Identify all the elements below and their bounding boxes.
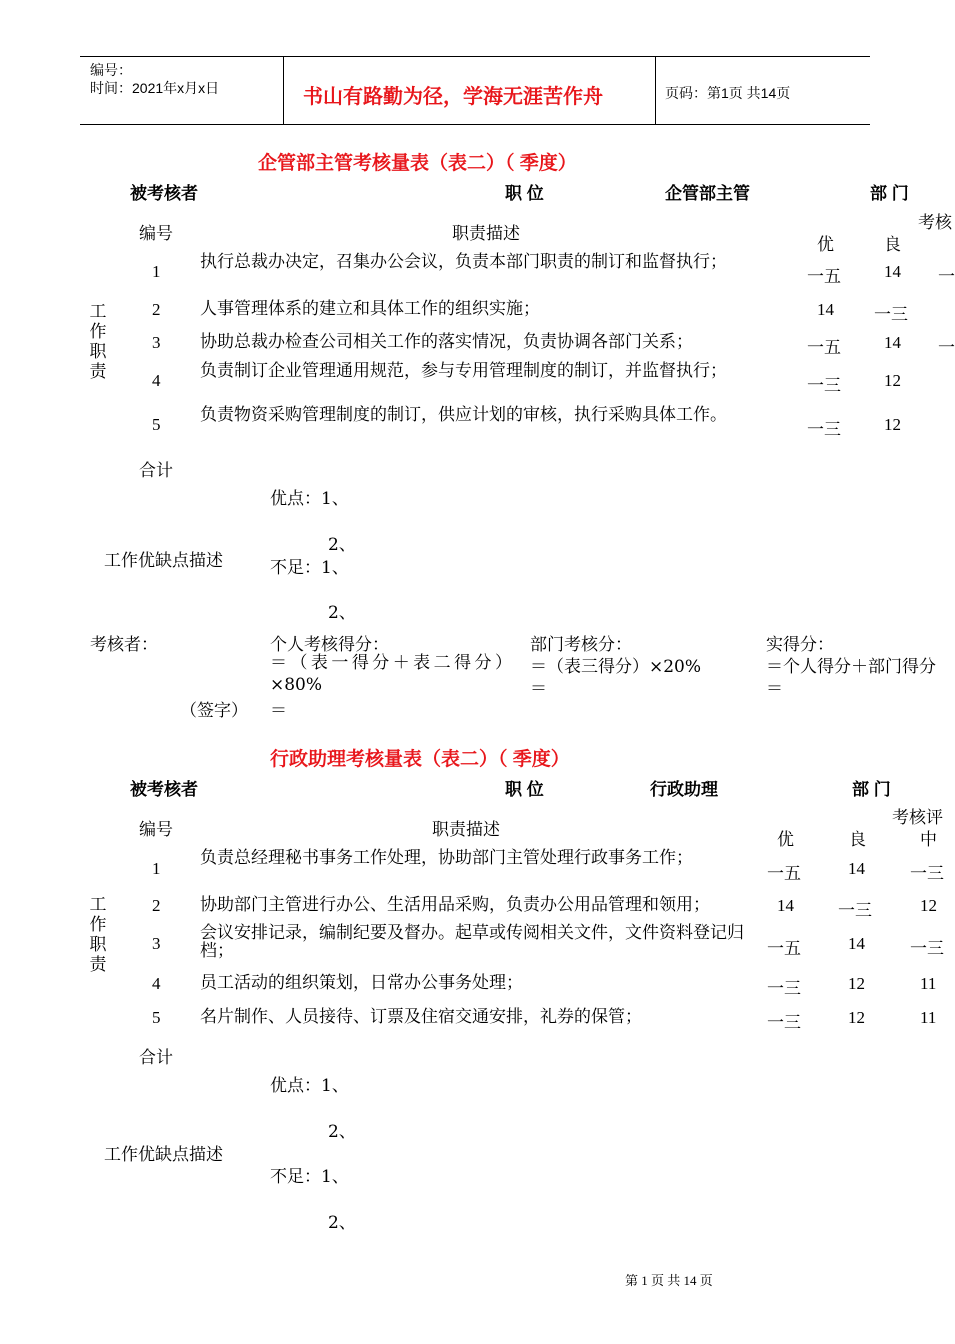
form-1-row-4-score-2: 12 — [884, 371, 901, 390]
form-1-dept-label: 部 门 — [870, 184, 909, 203]
form-2-row-5-desc: 名片制作、人员接待、订票及住宿交通安排，礼券的保管； — [200, 1007, 642, 1027]
form-1-row-1-no: 1 — [152, 262, 161, 281]
form-2-duty-label: 工作职责 — [89, 895, 107, 975]
form-1-row-2-desc: 人事管理体系的建立和具体工作的组织实施； — [200, 299, 540, 319]
form-2-row-1-score-3: 一三 — [910, 864, 944, 884]
form-1-assessment-label: 考核 — [918, 213, 952, 233]
page-footer: 第 1 页 共 14 页 — [625, 1273, 713, 1288]
form-2-row-4-score-1: 一三 — [767, 979, 801, 999]
form-2-title: 行政助理考核量表（表二）（ 季度） — [270, 749, 570, 770]
form-2-row-3-score-3: 一三 — [910, 939, 944, 959]
form-2-pros-cons-label: 工作优缺点描述 — [104, 1145, 223, 1165]
form-2-row-5-score-3: 11 — [920, 1008, 937, 1027]
form-2-row-4-desc: 员工活动的组织策划，日常办公事务处理； — [200, 973, 523, 993]
form-1-row-4-score-1: 一三 — [807, 376, 841, 396]
form-2-row-5-score-1: 一三 — [767, 1013, 801, 1033]
form-1-dept-score-formula: ＝（表三得分）×20% — [530, 657, 702, 677]
form-1-actual-score-formula: ＝个人得分＋部门得分 — [766, 657, 936, 677]
form-1-col-desc: 职责描述 — [452, 224, 520, 244]
form-1-actual-score-label: 实得分： — [766, 635, 834, 655]
form-1-cons-2: 2、 — [328, 603, 356, 623]
form-2-cons: 不足：1、 — [270, 1167, 349, 1187]
header-top-rule — [80, 56, 870, 57]
form-2-row-3-score-2: 14 — [848, 934, 865, 953]
form-2-row-3-desc: 会议安排记录，编制纪要及督办。起草或传阅相关文件，文件资料登记归档； — [200, 923, 744, 961]
form-2-row-4-no: 4 — [152, 974, 161, 993]
header-page-info: 页码：第1页 共14页 — [665, 85, 791, 101]
form-1-examinee-label: 被考核者 — [130, 184, 198, 203]
form-2-pros-2: 2、 — [328, 1122, 356, 1142]
form-2-position-label: 职 位 — [505, 780, 544, 799]
form-1-cons: 不足：1、 — [270, 558, 349, 578]
form-2-row-4-score-2: 12 — [848, 974, 865, 993]
form-2-row-5-score-2: 12 — [848, 1008, 865, 1027]
form-1-actual-score-eq: ＝ — [766, 679, 783, 699]
form-2-col-no: 编号 — [139, 820, 173, 840]
form-2-col-mid: 中 — [920, 830, 937, 850]
form-1-row-3-score-2: 14 — [884, 333, 901, 352]
form-1-row-3-no: 3 — [152, 333, 161, 352]
form-2-col-excellent: 优 — [777, 830, 794, 850]
form-2-row-2-no: 2 — [152, 896, 161, 915]
form-1-row-2-score-1: 14 — [817, 300, 834, 319]
form-1-row-1-desc: 执行总裁办决定，召集办公会议，负责本部门职责的制订和监督执行； — [200, 252, 727, 272]
form-1-title: 企管部主管考核量表（表二）（ 季度） — [258, 153, 577, 174]
form-1-col-good: 良 — [884, 235, 901, 255]
form-1-row-3-desc: 协助总裁办检查公司相关工作的落实情况，负责协调各部门关系； — [200, 332, 693, 352]
form-1-col-excellent: 优 — [817, 235, 834, 255]
form-1-assessor-label: 考核者： — [90, 635, 158, 655]
form-1-row-2-score-2: 一三 — [874, 305, 908, 325]
form-2-pros: 优点：1、 — [270, 1076, 349, 1096]
form-2-position-value: 行政助理 — [650, 780, 718, 799]
form-1-row-5-desc: 负责物资采购管理制度的制订，供应计划的审核，执行采购具体工作。 — [200, 405, 727, 425]
form-2-row-4-score-3: 11 — [920, 974, 937, 993]
form-1-sign-label: （签字） — [180, 701, 248, 721]
form-2-dept-label: 部 门 — [852, 780, 891, 799]
form-2-row-1-score-2: 14 — [848, 859, 865, 878]
form-2-row-1-score-1: 一五 — [767, 864, 801, 884]
form-1-dept-score-eq: ＝ — [530, 679, 547, 699]
form-2-examinee-label: 被考核者 — [130, 780, 198, 799]
form-1-row-5-score-1: 一三 — [807, 420, 841, 440]
form-1-personal-score-formula: ＝（表一得分＋表二得分）×80% — [270, 653, 512, 695]
header-code-label: 编号： — [90, 62, 132, 78]
form-1-row-1-score-2: 14 — [884, 262, 901, 281]
form-2-row-2-score-1: 14 — [777, 896, 794, 915]
form-2-cons-2: 2、 — [328, 1213, 356, 1233]
header-motto: 书山有路勤为径，学海无涯苦作舟 — [303, 86, 603, 108]
form-1-row-1-score-3: 一 — [938, 267, 955, 287]
form-1-row-2-no: 2 — [152, 300, 161, 319]
header-divider-1 — [283, 56, 284, 124]
form-1-row-5-no: 5 — [152, 415, 161, 434]
form-1-personal-score-label: 个人考核得分： — [270, 635, 389, 655]
form-2-row-2-score-2: 一三 — [838, 901, 872, 921]
form-2-col-good: 良 — [849, 830, 866, 850]
form-1-col-no: 编号 — [139, 224, 173, 244]
form-1-position-value: 企管部主管 — [665, 184, 750, 203]
form-1-pros-cons-label: 工作优缺点描述 — [104, 551, 223, 571]
form-1-duty-label: 工作职责 — [89, 302, 107, 382]
header-divider-2 — [655, 56, 656, 124]
form-2-row-1-desc: 负责总经理秘书事务工作处理，协助部门主管处理行政事务工作； — [200, 848, 693, 868]
form-2-total-label: 合计 — [139, 1048, 173, 1068]
form-2-row-3-no: 3 — [152, 934, 161, 953]
form-1-pros-2: 2、 — [328, 535, 356, 555]
form-1-total-label: 合计 — [139, 461, 173, 481]
form-2-row-2-desc: 协助部门主管进行办公、生活用品采购，负责办公用品管理和领用； — [200, 895, 710, 915]
form-2-row-1-no: 1 — [152, 859, 161, 878]
form-1-dept-score-label: 部门考核分： — [530, 635, 632, 655]
header-time-label: 时间：2021年x月x日 — [90, 80, 220, 96]
form-1-row-4-no: 4 — [152, 371, 161, 390]
form-1-row-4-desc: 负责制订企业管理通用规范，参与专用管理制度的制订，并监督执行； — [200, 361, 727, 381]
form-2-row-3-score-1: 一五 — [767, 939, 801, 959]
form-2-assessment-label: 考核评 — [892, 808, 943, 828]
form-1-row-3-score-1: 一五 — [807, 338, 841, 358]
form-2-col-desc: 职责描述 — [432, 820, 500, 840]
form-1-row-5-score-2: 12 — [884, 415, 901, 434]
form-1-row-3-score-3: 一 — [938, 338, 955, 358]
form-1-pros: 优点：1、 — [270, 489, 349, 509]
form-1-position-label: 职 位 — [505, 184, 544, 203]
form-2-row-2-score-3: 12 — [920, 896, 937, 915]
form-2-row-5-no: 5 — [152, 1008, 161, 1027]
form-1-personal-score-eq: ＝ — [270, 701, 287, 721]
header-bottom-rule — [80, 124, 870, 125]
form-1-row-1-score-1: 一五 — [807, 267, 841, 287]
